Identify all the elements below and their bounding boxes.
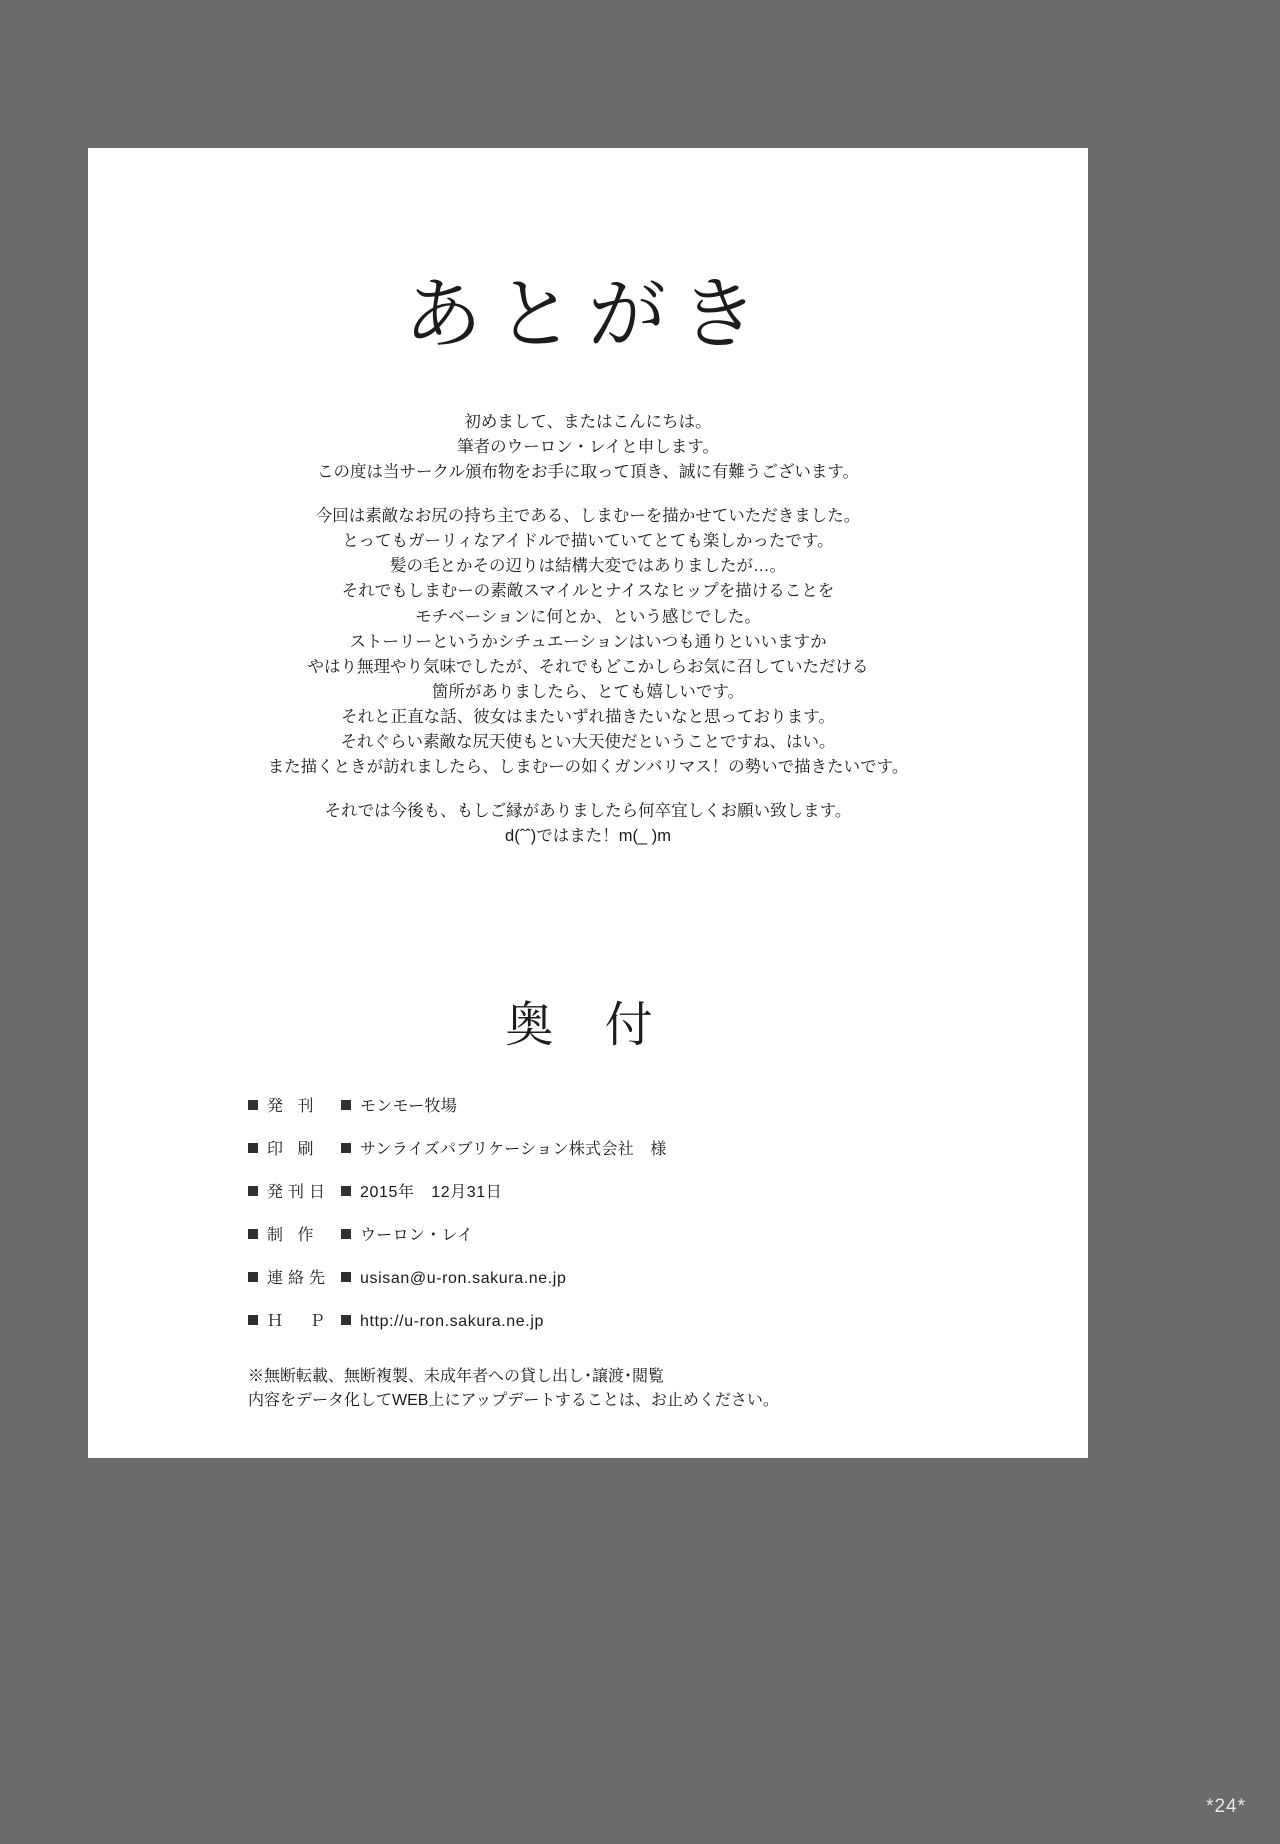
colophon-homepage-link[interactable]: http://u-ron.sakura.ne.jp (360, 1313, 544, 1331)
copyright-notice (88, 1365, 1088, 1413)
square-bullet-icon (341, 1315, 351, 1325)
square-bullet-icon (248, 1229, 258, 1239)
afterword-line: また描くときが訪れましたら、しまむーの如くガンバリマス！の勢いで描きたいです。 (267, 758, 909, 777)
afterword-line: 髪の毛とかその辺りは結構大変ではありましたが…。 (390, 557, 786, 576)
square-bullet-icon (248, 1315, 258, 1325)
square-bullet-icon (248, 1143, 258, 1153)
colophon-row-label: 発 刊 (267, 1098, 319, 1116)
afterword-line: それと正直な話、彼女はまたいずれ描きたいなと思っております。 (341, 707, 835, 726)
square-bullet-icon (248, 1186, 258, 1196)
afterword-line: それでは今後も、もしご縁がありましたら何卒宜しくお願い致します。 (324, 802, 852, 821)
afterword-title: あとがき (403, 270, 772, 360)
afterword-line: 箇所がありましたら、とても嬉しいです。 (431, 682, 745, 701)
square-bullet-icon (341, 1186, 351, 1196)
afterword-line: 初めまして、またはこんにちは。 (464, 413, 712, 431)
colophon-row-value: モンモー牧場 (360, 1098, 458, 1116)
document-page (88, 148, 1088, 1458)
square-bullet-icon (341, 1272, 351, 1282)
afterword-paragraph (88, 504, 1088, 780)
list-item (248, 1265, 1088, 1288)
colophon-row-label: Ｈ Ｐ (267, 1313, 331, 1331)
colophon-title: 奥 付 (505, 997, 671, 1054)
colophon-row-label: 印 刷 (267, 1141, 319, 1159)
afterword-paragraph (88, 410, 1088, 485)
colophon-email[interactable]: usisan@u-ron.sakura.ne.jp (360, 1270, 567, 1288)
afterword-paragraph (88, 799, 1088, 849)
afterword-line: モチベーションに何とか、という感じでした。 (415, 607, 761, 626)
colophon-row-label: 連絡先 (267, 1270, 331, 1288)
list-item (248, 1093, 1088, 1116)
colophon-row-value: サンライズパブリケーション株式会社 様 (360, 1141, 667, 1159)
list-item (248, 1222, 1088, 1245)
afterword-line: それでもしまむーの素敵スマイルとナイスなヒップを描けることを (341, 582, 835, 601)
colophon-row-label: 制 作 (267, 1227, 319, 1245)
afterword-line: この度は当サークル頒布物をお手に取って頂き、誠に有難うございます。 (316, 463, 860, 482)
colophon-list (88, 1093, 1088, 1331)
notice-line: ※無断転載、無断複製、未成年者への貸し出し･譲渡･閲覧 (248, 1368, 665, 1386)
square-bullet-icon (341, 1143, 351, 1153)
colophon-row-value: ウーロン・レイ (360, 1227, 474, 1245)
afterword-line: 今回は素敵なお尻の持ち主である、しまむーを描かせていただきました。 (315, 507, 861, 526)
afterword-line: d(ˆˆ)ではまた！m(_ )m (505, 827, 671, 846)
afterword-line: やはり無理やり気味でしたが、それでもどこかしらお気に召していただける (307, 657, 869, 676)
list-item (248, 1308, 1088, 1331)
afterword-line: それぐらい素敵な尻天使もとい大天使だということですね、はい。 (340, 732, 836, 751)
notice-line: 内容をデータ化してWEB上にアップデートすることは、お止めください。 (248, 1392, 779, 1410)
square-bullet-icon (248, 1272, 258, 1282)
page-number: *24* (1206, 1796, 1246, 1817)
square-bullet-icon (248, 1100, 258, 1110)
square-bullet-icon (341, 1229, 351, 1239)
afterword-line: ストーリーというかシチュエーションはいつも通りといいますか (349, 632, 827, 651)
list-item (248, 1179, 1088, 1202)
afterword-line: 筆者のウーロン・レイと申します。 (457, 438, 719, 457)
colophon-row-value: 2015年 12月31日 (360, 1184, 503, 1202)
afterword-body (88, 410, 1088, 849)
square-bullet-icon (341, 1100, 351, 1110)
afterword-line: とってもガーリィなアイドルで描いていてとても楽しかったです。 (342, 532, 834, 551)
list-item (248, 1136, 1088, 1159)
colophon-row-label: 発刊日 (267, 1184, 331, 1202)
